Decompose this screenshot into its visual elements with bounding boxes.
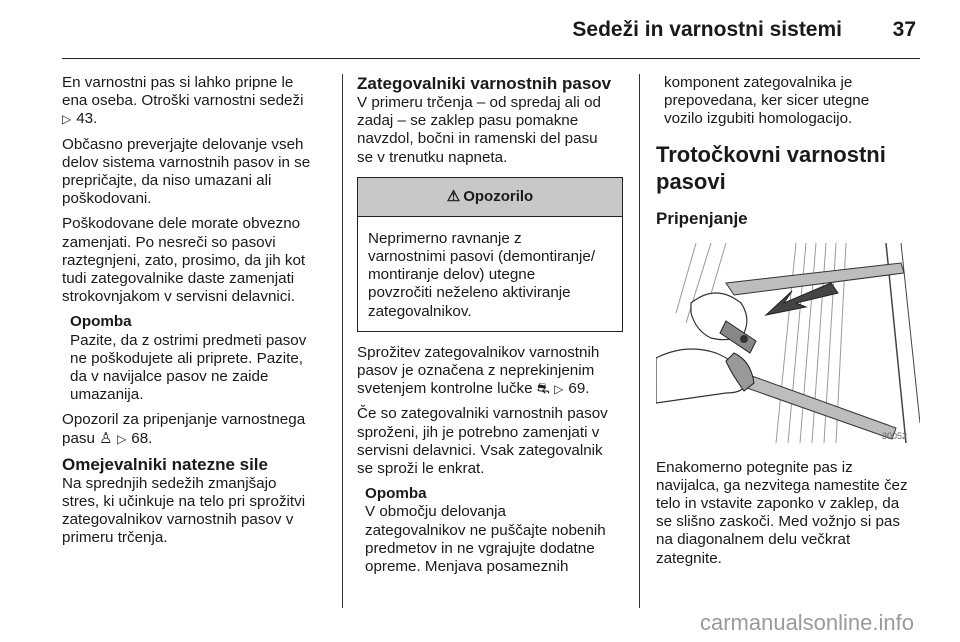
text-line: navzdol, bočni in ramenski del pasu bbox=[357, 130, 598, 148]
text-line-with-ref bbox=[62, 110, 330, 128]
text-line: montiranje delov) utegne bbox=[368, 266, 536, 284]
paragraph-replacement bbox=[357, 405, 625, 478]
page-ref-link[interactable]: 68. bbox=[131, 429, 153, 447]
text-line: Enakomerno potegnite pas iz bbox=[656, 458, 853, 476]
text-line: Pazite, da z ostrimi predmeti pasov bbox=[70, 331, 307, 349]
airbag-warning-lamp-icon: ⛐ bbox=[536, 380, 550, 398]
paragraph-belt-one-person bbox=[62, 74, 330, 129]
text-line: navijalca, ga nezvitega namestite čez bbox=[656, 476, 908, 494]
text-line: prepričajte, da niso umazani ali bbox=[62, 172, 272, 190]
seatbelt-fastening-illustration bbox=[656, 243, 920, 443]
text-line: En varnostni pas si lahko pripne le bbox=[62, 74, 294, 91]
text-line: Sprožitev zategovalnikov varnostnih bbox=[357, 343, 600, 361]
text-line: ena oseba. Otroški varnostni sedeži bbox=[62, 92, 304, 110]
text-line: servisni delavnici. Vsak zategovalnik bbox=[357, 441, 603, 459]
text-line: povzročiti neželeno aktiviranje bbox=[368, 284, 571, 302]
section-heading-pretensioners: Zategovalniki varnostnih pasov bbox=[357, 74, 612, 93]
paragraph-check-belts bbox=[62, 136, 330, 209]
page-ref-icon: ▷ bbox=[554, 382, 564, 397]
text-line: Na sprednjih sedežih zmanjšajo bbox=[62, 474, 277, 492]
text-line: se sproži le enkrat. bbox=[357, 460, 485, 478]
text-line: V primeru trčenja – od spredaj ali od bbox=[357, 94, 601, 111]
text-line: tudi zategovalnike daste zamenjati bbox=[62, 270, 295, 288]
figure-number: 30052 bbox=[882, 430, 908, 441]
text-line: Občasno preverjajte delovanje vseh bbox=[62, 135, 304, 153]
note-heading: Opomba bbox=[70, 313, 132, 331]
text-line: sproženi, jih je potrebno zamenjati v bbox=[357, 423, 600, 441]
page-ref-icon: ▷ bbox=[117, 431, 127, 446]
section-heading-force-limiters: Omejevalniki natezne sile bbox=[62, 454, 268, 474]
text-line: da v navijalce pasov ne zaide bbox=[70, 368, 269, 386]
column-1 bbox=[62, 74, 330, 548]
warning-title: Opozorilo bbox=[463, 187, 534, 205]
text-line: na diagonalnem delu večkrat bbox=[656, 531, 851, 549]
section-heading-line: pasovi bbox=[656, 168, 726, 194]
note-block bbox=[365, 485, 625, 576]
column-3 bbox=[656, 74, 926, 568]
header-title: Sedeži in varnostni sistemi bbox=[572, 18, 842, 41]
paragraph-belt-reminder bbox=[62, 411, 330, 447]
text-line: komponent zategovalnika je bbox=[664, 74, 853, 91]
text-line: zategovalnikov. bbox=[368, 302, 472, 320]
text-line: telo in vstavite zaponko v zaklep, da bbox=[656, 495, 900, 513]
warning-box bbox=[357, 177, 623, 332]
text-line: primeru trčenja. bbox=[62, 529, 168, 547]
text-line: zadaj – se zaklep pasu pomakne bbox=[357, 112, 579, 130]
text-line: se slišno zaskoči. Med vožnjo si pas bbox=[656, 513, 900, 531]
column-divider-1 bbox=[342, 74, 343, 608]
paragraph-activation-indicator bbox=[357, 344, 625, 399]
watermark: carmanualsonline.info bbox=[699, 610, 914, 635]
text-line: pasov je označena z neprekinjenim bbox=[357, 362, 595, 380]
text-line: Poškodovane dele morate obvezno bbox=[62, 215, 301, 233]
text-line: vozilo izgubiti homologacijo. bbox=[664, 110, 853, 128]
note-heading: Opomba bbox=[365, 485, 427, 503]
section-heading-line: Trotočkovni varnostni bbox=[656, 141, 886, 167]
text-line: varnostnimi pasovi (demontiranje/ bbox=[368, 248, 596, 266]
page-ref-link[interactable]: 69. bbox=[568, 380, 590, 398]
text-line: predmetov in ne vgrajujte dodatne bbox=[365, 539, 595, 557]
text-line: stres, ki učinkuje na telo pri sprožitvi bbox=[62, 493, 306, 511]
seatbelt-reminder-icon: ♙ bbox=[99, 429, 113, 447]
text-line: zategovalnikov varnostnih pasov v bbox=[62, 511, 294, 529]
text-line: Neprimerno ravnanje z bbox=[368, 229, 522, 247]
text-fragment: pasu bbox=[62, 429, 95, 447]
text-line: opreme. Menjava posameznih bbox=[365, 558, 569, 576]
paragraph-fastening-instructions bbox=[656, 459, 926, 568]
text-line: poškodovani. bbox=[62, 190, 152, 208]
text-line: zategnite. bbox=[656, 549, 722, 567]
text-line: zamenjati. Po nesreči so pasovi bbox=[62, 233, 276, 251]
page-ref-link[interactable]: 43. bbox=[76, 110, 98, 128]
paragraph-force-limiters bbox=[62, 475, 330, 548]
warning-body bbox=[358, 217, 622, 331]
column-divider-2 bbox=[639, 74, 640, 608]
paragraph-pretensioners bbox=[357, 94, 625, 167]
paragraph-replace-parts bbox=[62, 215, 330, 306]
text-line: prepovedana, ker sicer utegne bbox=[664, 92, 870, 110]
subheading-fastening: Pripenjanje bbox=[656, 208, 748, 228]
warning-triangle-icon: ⚠ bbox=[446, 187, 461, 205]
page-number: 37 bbox=[892, 18, 916, 41]
header-rule bbox=[62, 58, 920, 59]
text-line-with-ref bbox=[62, 430, 330, 448]
text-line: delov sistema varnostnih pasov in se bbox=[62, 153, 311, 171]
column-2 bbox=[357, 74, 625, 583]
text-line: raztegnjeni, zato, prosimo, da jih kot bbox=[62, 251, 306, 269]
text-line: zategovalnikov ne puščajte nobenih bbox=[365, 521, 606, 539]
text-line: se v trenutku napneta. bbox=[357, 148, 508, 166]
warning-header bbox=[358, 178, 622, 217]
text-line-with-ref bbox=[357, 380, 625, 398]
note-block bbox=[70, 313, 330, 404]
text-line: umazanija. bbox=[70, 386, 144, 404]
text-line: Opozoril za pripenjanje varnostnega bbox=[62, 411, 306, 429]
note-continuation bbox=[664, 74, 926, 129]
text-line: V območju delovanja bbox=[365, 503, 506, 521]
text-line: Če so zategovalniki varnostnih pasov bbox=[357, 405, 608, 423]
page-ref-icon: ▷ bbox=[62, 112, 72, 127]
text-fragment: svetenjem kontrolne lučke bbox=[357, 380, 533, 398]
text-line: ne poškodujete ali priprete. Pazite, bbox=[70, 349, 304, 367]
text-line: strokovnjakom v servisni delavnici. bbox=[62, 288, 295, 306]
